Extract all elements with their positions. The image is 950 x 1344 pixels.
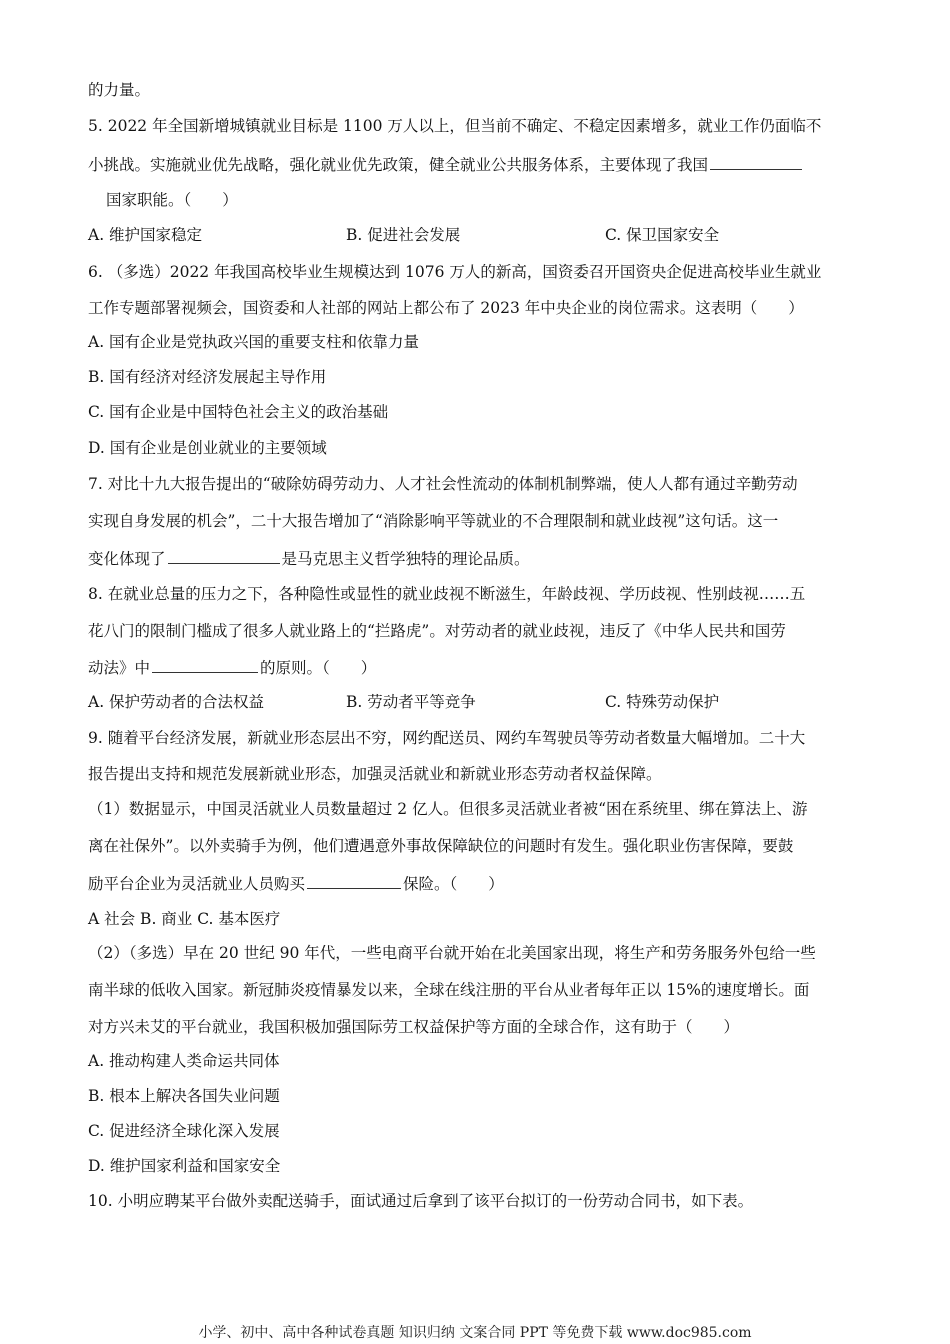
question-9-1-options: A 社会 B. 商业 C. 基本医疗 xyxy=(88,910,281,928)
option-b: B. 根本上解决各国失业问题 xyxy=(88,1087,280,1105)
question-10: 10. 小明应聘某平台做外卖配送骑手，面试通过后拿到了该平台拟订的一份劳动合同书，如下表。 xyxy=(88,1192,754,1210)
question-8-text-pre: 动法》中 xyxy=(88,659,151,677)
option-c: C. 促进经济全球化深入发展 xyxy=(88,1122,280,1140)
question-7-text-post: 是马克思主义哲学独特的理论品质。 xyxy=(281,550,530,568)
option-a: A. 维护国家稳定 xyxy=(88,226,203,244)
question-9-1-line-3 xyxy=(88,873,504,894)
question-5-line-3: 国家职能。（ ） xyxy=(106,191,238,209)
option-a: A. 推动构建人类命运共同体 xyxy=(88,1052,280,1070)
question-7-text-pre: 变化体现了 xyxy=(88,550,166,568)
text-line: 的力量。 xyxy=(88,81,151,99)
option-b: B. 国有经济对经济发展起主导作用 xyxy=(88,368,327,386)
question-7-line-3 xyxy=(88,548,530,569)
question-5-line-2 xyxy=(88,154,804,175)
option-a: A. 国有企业是党执政兴国的重要支柱和依靠力量 xyxy=(88,333,420,351)
answer-blank xyxy=(307,873,401,889)
option-d: D. 维护国家利益和国家安全 xyxy=(88,1157,281,1175)
option-a: A. 保护劳动者的合法权益 xyxy=(88,693,265,711)
question-9-1-line-2: 离在社保外”。以外卖骑手为例，他们遭遇意外事故保障缺位的问题时有发生。强化职业伤害保障，要鼓 xyxy=(88,837,794,855)
question-8-line-1: 8. 在就业总量的压力之下，各种隐性或显性的就业歧视不断滋生，年龄歧视、学历歧视、性别歧视……五 xyxy=(88,585,806,603)
page-footer: 小学、初中、高中各种试卷真题 知识归纳 文案合同 PPT 等免费下载 www.doc985.com xyxy=(198,1325,752,1341)
option-c: C. 保卫国家安全 xyxy=(605,226,720,244)
question-8-text-post: 的原则。（ ） xyxy=(260,659,377,677)
question-9-1-line-1: （1）数据显示，中国灵活就业人员数量超过 2 亿人。但很多灵活就业者被“困在系统里、绑在算法上、游 xyxy=(88,800,808,818)
answer-blank xyxy=(168,548,280,564)
option-b: B. 促进社会发展 xyxy=(346,226,461,244)
question-5-text: 小挑战。实施就业优先战略，强化就业优先政策，健全就业公共服务体系，主要体现了我国 xyxy=(88,156,709,174)
question-8-line-3 xyxy=(88,657,376,678)
question-6-line-2: 工作专题部署视频会，国资委和人社部的网站上都公布了 2023 年中央企业的岗位需求。这表明（ ） xyxy=(88,299,804,317)
question-7-line-2: 实现自身发展的机会”，二十大报告增加了“消除影响平等就业的不合理限制和就业歧视”这句话。这一 xyxy=(88,512,779,530)
answer-blank xyxy=(152,657,258,673)
question-9-1-text-post: 保险。（ ） xyxy=(403,875,504,893)
answer-blank xyxy=(710,154,802,170)
question-9-line-2: 报告提出支持和规范发展新就业形态，加强灵活就业和新就业形态劳动者权益保障。 xyxy=(88,765,662,783)
option-b: B. 劳动者平等竞争 xyxy=(346,693,476,711)
question-9-2-line-3: 对方兴未艾的平台就业，我国积极加强国际劳工权益保护等方面的全球合作，这有助于（ ） xyxy=(88,1018,740,1036)
question-9-2-line-2: 南半球的低收入国家。新冠肺炎疫情暴发以来，全球在线注册的平台从业者每年正以 15%的速度增长。面 xyxy=(88,981,810,999)
question-9-2-line-1: （2）（多选）早在 20 世纪 90 年代，一些电商平台就开始在北美国家出现，将生产和劳务服务外包给一些 xyxy=(88,944,816,962)
question-7-line-1: 7. 对比十九大报告提出的“破除妨碍劳动力、人才社会性流动的体制机制弊端，使人人都有通过辛勤劳动 xyxy=(88,475,798,493)
question-9-line-1: 9. 随着平台经济发展，新就业形态层出不穷，网约配送员、网约车驾驶员等劳动者数量大幅增加。二十大 xyxy=(88,729,806,747)
option-d: D. 国有企业是创业就业的主要领域 xyxy=(88,439,327,457)
question-8-line-2: 花八门的限制门槛成了很多人就业路上的“拦路虎”。对劳动者的就业歧视，违反了《中华人民共和国劳 xyxy=(88,622,786,640)
question-6-line-1: 6. （多选）2022 年我国高校毕业生规模达到 1076 万人的新高，国资委召开国资央企促进高校毕业生就业 xyxy=(88,263,822,281)
question-9-1-text-pre: 励平台企业为灵活就业人员购买 xyxy=(88,875,306,893)
option-c: C. 国有企业是中国特色社会主义的政治基础 xyxy=(88,403,389,421)
option-c: C. 特殊劳动保护 xyxy=(605,693,720,711)
question-5-line-1: 5. 2022 年全国新增城镇就业目标是 1100 万人以上，但当前不确定、不稳定因素增多，就业工作仍面临不 xyxy=(88,117,822,135)
